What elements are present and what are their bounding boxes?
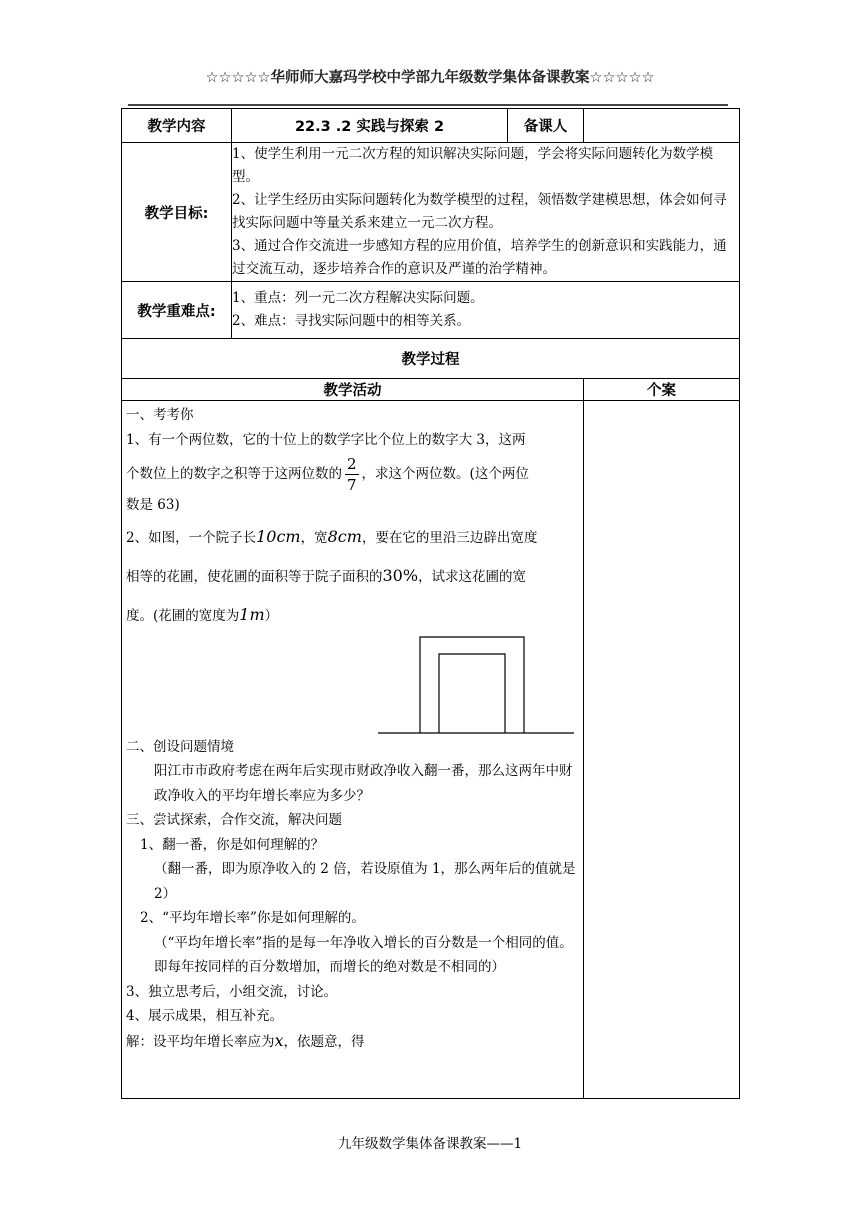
keypoints-label: 教学重难点: [122, 282, 232, 339]
section-3-step-3: 3、独立思考后，小组交流，讨论。 [126, 983, 338, 1000]
question-1-line-2: 个数位上的数字之积等于这两位数的 $\frac{2}{7}$ ，求这个两位数。(这个两位 [126, 455, 529, 494]
keypoint-item: 1、重点：列一元二次方程解决实际问题。 [232, 290, 484, 306]
section-2-body: 阳江市市政府考虑在两年后实现市财政净收入翻一番，那么这两年中财政净收入的平均年增长率应为多少？ [154, 763, 573, 804]
yard-diagram [126, 635, 579, 735]
keypoint-item: 2、难点：寻找实际问题中的相等关系。 [232, 313, 471, 329]
section-1-title: 一、考考你 [126, 407, 194, 423]
header-rule [128, 104, 728, 106]
content-label: 教学内容 [122, 109, 232, 143]
preparer-value [584, 109, 740, 143]
question-2-line-2: 相等的花圃，使花圃的面积等于院子面积的30%，试求这花圃的宽 [126, 565, 527, 585]
section-3-q2: 2、“平均年增长率”你是如何理解的。 [140, 910, 365, 926]
area-percent: 30% [382, 565, 419, 585]
case-cell [584, 401, 740, 1099]
activity-cell [122, 401, 584, 1099]
section-3-q1: 1、翻一番，你是如何理解的？ [140, 836, 325, 853]
goals-label: 教学目标: [122, 143, 232, 282]
section-3-a1: （翻一番，即为原净收入的 2 倍，若设原值为 1，那么两年后的值就是 2） [154, 861, 576, 902]
activity-header: 教学活动 [122, 379, 584, 401]
question-2-line-1: 2、如图，一个院子长10cm，宽8cm，要在它的里沿三边辟出宽度 [126, 526, 538, 546]
lesson-plan-table [121, 108, 740, 1099]
goal-item: 1、使学生利用一元二次方程的知识解决实际问题，学会将实际问题转化为数学模型。 [232, 146, 714, 185]
question-2-line-3: 度。(花圃的宽度为1m） [126, 604, 279, 624]
page-footer: 九年级数学集体备课教案——1 [337, 1136, 523, 1152]
yard-outline [420, 637, 524, 733]
fraction-two-sevenths: $\frac{2}{7}$ [347, 455, 357, 494]
goal-item: 2、让学生经历由实际问题转化为数学模型的过程，领悟数学建模思想，体会如何寻找实际问题中等量关系来建立一元二次方程。 [232, 192, 727, 231]
inner-boundary [439, 654, 505, 733]
keypoints-cell [232, 282, 740, 339]
section-3-step-4: 4、展示成果，相互补充。 [126, 1008, 284, 1024]
section-3-a2: （“平均年增长率”指的是每一年净收入增长的百分数是一个相同的值。即每年按同样的百分数增加，而增长的绝对数是不相同的） [154, 934, 573, 975]
yard-width: 8cm [327, 526, 362, 546]
solution-line: 解：设平均年增长率应为x，依题意，得 [126, 1030, 365, 1050]
yard-diagram-svg [126, 635, 586, 735]
flowerbed-width: 1m [239, 604, 265, 624]
question-1-answer: 数是 63) [126, 497, 180, 513]
case-header: 个案 [584, 379, 740, 401]
content-value: 22.3 .2 实践与探索 2 [232, 109, 508, 143]
yard-length: 10cm [256, 526, 301, 546]
question-1-line-1: 1、有一个两位数，它的十位上的数学字比个位上的数字大 3，这两 [126, 431, 526, 448]
goal-item: 3、通过合作交流进一步感知方程的应用价值，培养学生的创新意识和实践能力，通过交流互动，逐步培养合作的意识及严谨的治学精神。 [232, 238, 727, 277]
variable-x: x [274, 1030, 284, 1050]
process-title: 教学过程 [122, 339, 740, 379]
section-2-title: 二、创设问题情境 [126, 738, 234, 755]
goals-cell [232, 143, 740, 282]
page-header-title: ☆☆☆☆☆华师师大嘉玛学校中学部九年级数学集体备课教案☆☆☆☆☆ [205, 70, 655, 86]
preparer-label: 备课人 [508, 109, 584, 143]
section-3-title: 三、尝试探索，合作交流，解决问题 [126, 812, 342, 828]
